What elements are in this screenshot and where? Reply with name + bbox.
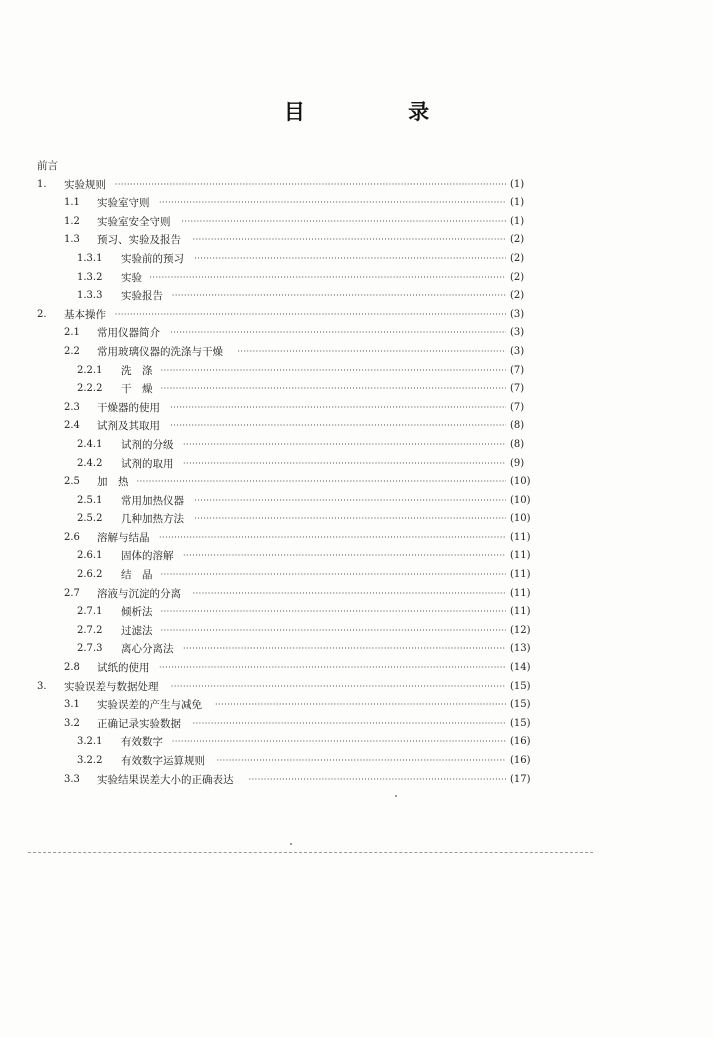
toc-entry bbox=[0, 455, 713, 474]
toc-page-number: (13) bbox=[510, 643, 531, 655]
toc-leader-dots bbox=[237, 343, 506, 362]
toc-entry-label: 常用加热仪器 bbox=[121, 494, 184, 507]
toc-entry bbox=[0, 640, 713, 659]
toc-entry-number: 2.2 bbox=[64, 345, 80, 357]
toc-entry-number: 2.7.2 bbox=[77, 624, 103, 636]
toc-leader-dots bbox=[115, 306, 506, 325]
toc-entry bbox=[0, 250, 713, 269]
toc-entry-label: 试剂的取用 bbox=[121, 457, 174, 470]
toc-entry-label: 倾析法 bbox=[121, 606, 153, 619]
toc-page-number: (2) bbox=[510, 271, 525, 283]
toc-leader-dots bbox=[159, 529, 506, 548]
toc-entry-label: 几种加热方法 bbox=[121, 513, 184, 526]
toc-entry bbox=[0, 343, 713, 362]
toc-page-number: (11) bbox=[510, 606, 531, 618]
toc-entry bbox=[0, 399, 713, 418]
toc-page-number: (16) bbox=[510, 755, 531, 766]
toc-entry bbox=[0, 287, 713, 306]
toc-entry bbox=[0, 194, 713, 213]
toc-page-number: (10) bbox=[510, 476, 531, 488]
toc-leader-dots bbox=[249, 771, 506, 790]
toc-leader-dots bbox=[172, 733, 506, 752]
toc-leader-dots bbox=[170, 324, 506, 343]
toc-leader-dots bbox=[183, 640, 506, 659]
toc-entry-label: 溶液与沉淀的分离 bbox=[97, 587, 181, 600]
toc-page-number: (3) bbox=[510, 345, 525, 357]
toc-entry-number: 2.7.1 bbox=[77, 606, 103, 618]
toc-leader-dots bbox=[161, 603, 506, 622]
toc-entry bbox=[0, 752, 713, 771]
toc-entry bbox=[0, 585, 713, 604]
toc-leader-dots bbox=[170, 417, 506, 436]
toc-entry-label: 干燥器的使用 bbox=[97, 401, 160, 414]
scan-speck bbox=[395, 795, 397, 797]
toc-leader-dots bbox=[183, 436, 506, 455]
toc-entry-label: 结 晶 bbox=[121, 569, 153, 582]
toc-entry-label: 加 热 bbox=[97, 476, 129, 489]
toc-leader-dots bbox=[194, 492, 506, 511]
toc-entry-label: 实验室安全守则 bbox=[97, 215, 171, 228]
toc-leader-dots bbox=[161, 622, 506, 641]
toc-entry-number: 1.1 bbox=[64, 197, 80, 209]
toc-entry-number: 1.2 bbox=[64, 215, 80, 227]
toc-entry bbox=[0, 622, 713, 641]
toc-entry-number: 2.5 bbox=[64, 476, 80, 488]
toc-entry-label: 正确记录实验数据 bbox=[97, 717, 181, 730]
toc-entry-label: 实验报告 bbox=[121, 290, 163, 303]
toc-leader-dots bbox=[159, 659, 506, 678]
toc-leader-dots bbox=[161, 362, 506, 381]
toc-page-number: (12) bbox=[510, 624, 531, 636]
toc-entry-label: 固体的溶解 bbox=[121, 550, 174, 563]
toc-entry bbox=[0, 529, 713, 548]
toc-entry-number: 2.5.1 bbox=[77, 494, 103, 506]
toc-entry-label: 有效数字 bbox=[121, 736, 163, 749]
toc-leader-dots bbox=[193, 715, 506, 734]
toc-entry-number: 3.1 bbox=[64, 699, 80, 711]
toc-entry-label: 洗 涤 bbox=[121, 364, 153, 377]
toc-entry bbox=[0, 324, 713, 343]
toc-entry-label: 常用玻璃仪器的洗涤与干燥 bbox=[97, 345, 223, 358]
toc-leader-dots bbox=[149, 269, 506, 288]
toc-entry bbox=[0, 436, 713, 455]
toc-leader-dots bbox=[217, 752, 506, 771]
toc-leader-dots bbox=[161, 566, 506, 585]
toc-entry-number: 2.4 bbox=[64, 420, 80, 432]
toc-entry-number: 2.4.1 bbox=[77, 438, 103, 450]
toc-entry-number: 1.3.2 bbox=[77, 271, 103, 283]
toc-entry-number: 2.1 bbox=[64, 327, 80, 339]
toc-entry bbox=[0, 771, 713, 790]
toc-entry bbox=[0, 417, 713, 436]
toc-leader-dots bbox=[194, 250, 506, 269]
toc-entry bbox=[0, 603, 713, 622]
toc-entry-number: 3.2 bbox=[64, 717, 80, 729]
toc-entry bbox=[0, 715, 713, 734]
toc-entry-number: 3.2.1 bbox=[77, 736, 103, 748]
toc-entry-label: 试纸的使用 bbox=[97, 662, 150, 675]
toc-leader-dots bbox=[170, 399, 506, 418]
toc-page-number: (15) bbox=[510, 717, 531, 729]
toc-leader-dots bbox=[215, 696, 506, 715]
toc-entry-number: 2.4.2 bbox=[77, 457, 103, 469]
toc-entry bbox=[0, 269, 713, 288]
toc-entry-label: 实验结果误差大小的正确表达 bbox=[97, 773, 234, 786]
toc-page-number: (7) bbox=[510, 401, 525, 413]
toc-page-number: (3) bbox=[510, 327, 525, 339]
toc-entry-number: 3.3 bbox=[64, 773, 80, 785]
toc-entry-number: 2.6 bbox=[64, 531, 80, 543]
toc-entry-number: 1. bbox=[37, 178, 47, 190]
toc-entry bbox=[0, 231, 713, 250]
toc-page-number: (1) bbox=[510, 178, 525, 190]
toc-entry-number: 3.2.2 bbox=[77, 755, 103, 766]
toc-entry bbox=[0, 176, 713, 195]
toc-entry bbox=[0, 733, 713, 752]
toc-page-number: (11) bbox=[510, 531, 531, 543]
toc-entry-number: 3. bbox=[37, 680, 47, 692]
divider bbox=[28, 852, 593, 853]
toc-entry bbox=[0, 566, 713, 585]
toc-entry-number: 2.7 bbox=[64, 587, 80, 599]
toc-leader-dots bbox=[161, 380, 506, 399]
toc-entry-label: 预习、实验及报告 bbox=[97, 234, 181, 247]
toc-entry bbox=[0, 362, 713, 381]
toc-entry bbox=[0, 678, 713, 697]
toc-entry-number: 2.2.2 bbox=[77, 383, 103, 395]
toc-entry-label: 实验 bbox=[121, 271, 142, 284]
toc-page-number: (10) bbox=[510, 513, 531, 525]
toc-entry-number: 2.2.1 bbox=[77, 364, 103, 376]
toc-page-number: (15) bbox=[510, 699, 531, 711]
toc-entry-number: 2.3 bbox=[64, 401, 80, 413]
toc-page-number: (16) bbox=[510, 736, 531, 748]
toc-leader-dots bbox=[194, 510, 506, 529]
toc-leader-dots bbox=[183, 547, 506, 566]
toc-entry-label: 离心分离法 bbox=[121, 643, 174, 656]
toc-entry-label: 基本操作 bbox=[64, 308, 106, 321]
toc-entry bbox=[0, 696, 713, 715]
toc-leader-dots bbox=[171, 678, 506, 697]
toc-entry-label: 实验规则 bbox=[64, 178, 106, 191]
toc-leader-dots bbox=[181, 213, 506, 232]
toc-entry-number: 2.7.3 bbox=[77, 643, 103, 655]
toc-leader-dots bbox=[137, 473, 506, 492]
toc-entry-label: 溶解与结晶 bbox=[97, 531, 150, 544]
toc-entry-label: 实验室守则 bbox=[97, 197, 150, 210]
toc-entry-number: 2.6.1 bbox=[77, 550, 103, 562]
toc-page-number: (9) bbox=[510, 457, 525, 469]
toc-entry bbox=[0, 157, 713, 176]
toc-page-number: (11) bbox=[510, 587, 531, 599]
toc-entry-number: 1.3.1 bbox=[77, 252, 103, 264]
toc-entry bbox=[0, 492, 713, 511]
toc-leader-dots bbox=[193, 231, 506, 250]
toc-entry bbox=[0, 306, 713, 325]
toc-entry-number: 2.8 bbox=[64, 662, 80, 674]
toc-entry bbox=[0, 659, 713, 678]
toc-entry bbox=[0, 473, 713, 492]
toc-entry-number: 1.3 bbox=[64, 234, 80, 246]
table-of-contents bbox=[0, 157, 713, 789]
toc-entry-label: 试剂及其取用 bbox=[97, 420, 160, 433]
toc-page-number: (8) bbox=[510, 438, 525, 450]
toc-entry-label: 常用仪器简介 bbox=[97, 327, 160, 340]
toc-entry bbox=[0, 380, 713, 399]
toc-entry bbox=[0, 510, 713, 529]
toc-page-number: (1) bbox=[510, 197, 525, 209]
toc-page-number: (2) bbox=[510, 290, 525, 302]
toc-page-number: (2) bbox=[510, 252, 525, 264]
toc-entry-label: 过滤法 bbox=[121, 624, 153, 637]
toc-entry bbox=[0, 213, 713, 232]
toc-entry-number: 1.3.3 bbox=[77, 290, 103, 302]
scan-speck bbox=[290, 843, 292, 845]
toc-leader-dots bbox=[172, 287, 506, 306]
toc-leader-dots bbox=[159, 194, 506, 213]
toc-entry-number: 2.6.2 bbox=[77, 569, 103, 581]
toc-entry-label: 干 燥 bbox=[121, 383, 153, 396]
toc-page-number: (11) bbox=[510, 569, 531, 581]
toc-page-number: (14) bbox=[510, 662, 531, 674]
toc-page-number: (1) bbox=[510, 215, 525, 227]
toc-entry-label: 实验前的预习 bbox=[121, 252, 184, 265]
page-title: 目 录 bbox=[283, 100, 478, 124]
toc-entry-label: 实验误差与数据处理 bbox=[64, 680, 159, 693]
toc-page-number: (7) bbox=[510, 383, 525, 395]
toc-entry bbox=[0, 547, 713, 566]
toc-page-number: (10) bbox=[510, 494, 531, 506]
toc-entry-label: 有效数字运算规则 bbox=[121, 755, 205, 767]
toc-entry-label: 实验误差的产生与减免 bbox=[97, 699, 202, 712]
toc-page-number: (17) bbox=[510, 773, 531, 785]
toc-entry-label: 前言 bbox=[37, 160, 58, 172]
toc-leader-dots bbox=[115, 176, 506, 195]
toc-page-number: (15) bbox=[510, 680, 531, 692]
toc-page-number: (11) bbox=[510, 550, 531, 562]
toc-entry-number: 2. bbox=[37, 308, 47, 320]
toc-page-number: (8) bbox=[510, 420, 525, 432]
toc-page-number: (2) bbox=[510, 234, 525, 246]
toc-entry-number: 2.5.2 bbox=[77, 513, 103, 525]
toc-page-number: (3) bbox=[510, 308, 525, 320]
toc-leader-dots bbox=[193, 585, 506, 604]
toc-entry-label: 试剂的分级 bbox=[121, 438, 174, 451]
toc-leader-dots bbox=[183, 455, 506, 474]
toc-page-number: (7) bbox=[510, 364, 525, 376]
